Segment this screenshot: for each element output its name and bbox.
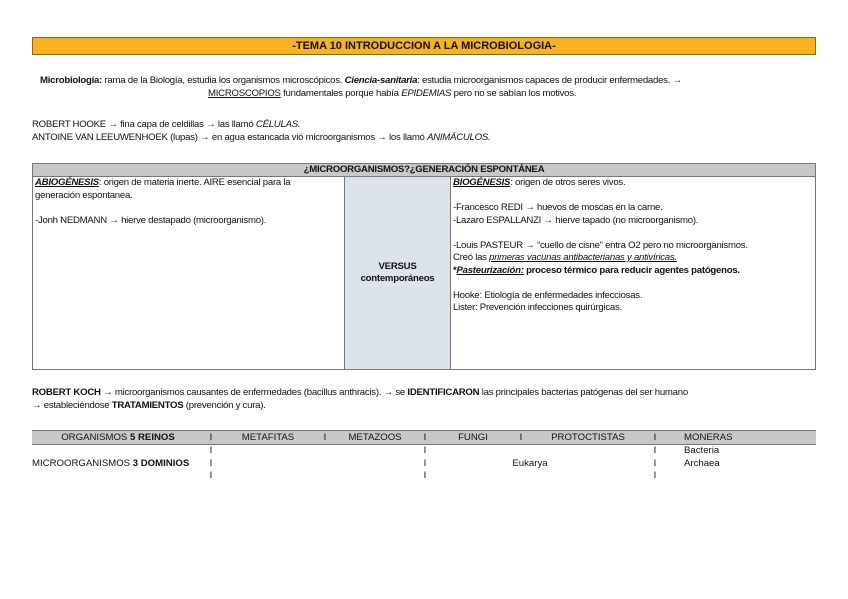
dominios-row-1 bbox=[32, 445, 816, 458]
biogenesis-term: BIOGÉNESIS bbox=[453, 177, 511, 188]
reinos-table bbox=[32, 430, 816, 483]
archaea-label: Archaea bbox=[684, 457, 720, 469]
intro-line-1 bbox=[40, 75, 682, 86]
reinos-header-row bbox=[32, 431, 816, 445]
eukarya-label: Eukarya bbox=[512, 457, 548, 469]
separator: I bbox=[209, 457, 213, 469]
hooke-line bbox=[32, 119, 300, 130]
separator: I bbox=[209, 470, 213, 481]
separator: I bbox=[514, 431, 528, 445]
koch-text: microorganismos causantes de enfermedades (bacillus anthracis). → se bbox=[112, 387, 408, 398]
koch-name: ROBERT KOCH → bbox=[32, 387, 113, 398]
page-title: -TEMA 10 INTRODUCCION A LA MICROBIOLOGIA- bbox=[32, 37, 816, 55]
moneras-header: MONERAS bbox=[662, 431, 816, 445]
intro-text: rama de la Biología, estudia los organismos microscópicos. bbox=[102, 75, 345, 86]
separator: I bbox=[653, 457, 657, 469]
separator: I bbox=[653, 470, 657, 481]
spontaneous-generation-table bbox=[32, 163, 816, 370]
koch-text: → estableciéndose bbox=[32, 400, 112, 411]
hooke-text: ROBERT HOOKE → fina capa de celdillas → las llamó bbox=[32, 119, 256, 130]
abiogenesis-cell bbox=[33, 177, 345, 370]
intro-text: pero no se sabían los motivos. bbox=[451, 88, 577, 99]
organismos-label: ORGANISMOS bbox=[61, 432, 130, 443]
versus-label: VERSUS bbox=[378, 260, 417, 272]
abiogenesis-text-2: generación espontanea. bbox=[35, 189, 133, 201]
separator: I bbox=[209, 445, 213, 456]
contemporaneos-label: contemporáneos bbox=[360, 273, 435, 284]
separator: I bbox=[318, 431, 332, 445]
metafitas-header: METAFITAS bbox=[218, 431, 318, 445]
intro-text: fundamentales porque había bbox=[280, 88, 402, 99]
intro-line-2 bbox=[208, 88, 576, 99]
tratamientos-term: TRATAMIENTOS bbox=[111, 400, 184, 411]
biogenesis-text: : origen de otros seres vivos. bbox=[510, 177, 626, 188]
separator: I bbox=[204, 431, 218, 445]
abiogenesis-term: ABIOGÉNESIS bbox=[35, 177, 99, 188]
microscopios-term: MICROSCOPIOS bbox=[208, 88, 281, 99]
asterisk: * bbox=[453, 264, 457, 276]
identificaron-term: IDENTIFICARON bbox=[407, 387, 480, 398]
hooke-etiologia-line: Hooke: Etiología de enfermedades infecciosas. bbox=[453, 289, 643, 301]
intro-text: : estudia microorganismos capaces de producir enfermedades. → bbox=[417, 75, 682, 86]
koch-text: las principales bacterias patógenas del ser humano bbox=[479, 387, 688, 398]
separator: I bbox=[423, 445, 427, 456]
pasteurizacion-term: Pasteurización: bbox=[456, 264, 524, 276]
vacunas-term: primeras vacunas antibacterianas y antivíricas. bbox=[489, 252, 677, 263]
pasteurizacion-text: proceso térmico para reducir agentes patógenos. bbox=[523, 264, 740, 276]
cinco-reinos-label: 5 REINOS bbox=[129, 432, 175, 443]
separator: I bbox=[423, 457, 427, 469]
abiogenesis-text: : origen de materia inerte. AIRE esencial para la bbox=[98, 177, 291, 188]
separator: I bbox=[648, 431, 662, 445]
lister-line: Lister: Prevención infecciones quirúrgicas. bbox=[453, 302, 622, 313]
leeuwenhoek-text: ANTOINE VAN LEEUWENHOEK (lupas) → en agua estancada vió microorganismos → los llamó bbox=[32, 132, 428, 143]
koch-line-1 bbox=[32, 387, 688, 398]
separator: I bbox=[423, 470, 427, 481]
separator: I bbox=[418, 431, 432, 445]
celulas-term: CÉLULAS. bbox=[255, 119, 301, 130]
koch-line-2 bbox=[32, 400, 266, 411]
pasteur-line: -Louis PASTEUR → “cuello de cisne” entra O2 pero no microorganismos. bbox=[453, 239, 748, 251]
koch-text: (prevención y cura). bbox=[183, 400, 266, 411]
fungi-header: FUNGI bbox=[432, 431, 514, 445]
leeuwenhoek-line bbox=[32, 132, 490, 143]
metazoos-header: METAZOOS bbox=[332, 431, 418, 445]
vacunas-text: Creó las bbox=[453, 252, 490, 263]
ciencia-sanitaria-term: Ciencia-sanitaria bbox=[344, 75, 418, 86]
microorganismos-label: MICROORGANISMOS bbox=[32, 457, 133, 469]
dominios-row-3 bbox=[32, 470, 816, 483]
versus-cell bbox=[345, 177, 451, 370]
bacteria-label: Bacteria bbox=[684, 445, 720, 456]
tres-dominios-label: 3 DOMINIOS bbox=[132, 457, 190, 469]
epidemias-term: EPIDEMIAS bbox=[401, 88, 452, 99]
redi-line: -Francesco REDI → huevos de moscas en la carne. bbox=[453, 202, 663, 213]
separator: I bbox=[653, 445, 657, 456]
biogenesis-cell bbox=[451, 177, 816, 370]
espallanzi-line: -Lazaro ESPALLANZI → hierve tapado (no microorganismo). bbox=[453, 214, 699, 226]
dominios-row-2 bbox=[32, 458, 816, 471]
animaculos-term: ANIMÁCULOS. bbox=[427, 132, 491, 143]
microbiologia-term: Microbiología: bbox=[40, 75, 103, 86]
protoctistas-header: PROTOCTISTAS bbox=[528, 431, 648, 445]
nedmann-line: -Jonh NEDMANN → hierve destapado (microorganismo). bbox=[35, 214, 267, 226]
spont-header: ¿MICROORGANISMOS?¿GENERACIÓN ESPONTÁNEA bbox=[33, 164, 816, 177]
